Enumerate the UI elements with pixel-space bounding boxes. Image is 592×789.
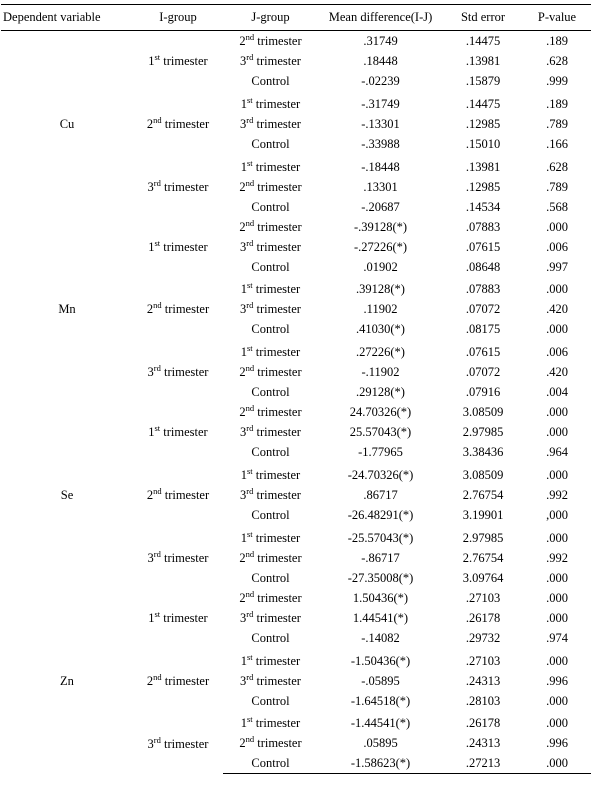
j-group-number: 2	[239, 365, 246, 380]
j-group-cell	[223, 442, 318, 462]
j-group-cell	[223, 588, 318, 608]
i-group-word: trimester	[163, 239, 208, 254]
p-value-cell: .992	[546, 487, 568, 502]
j-group-ordinal: st	[247, 465, 253, 476]
std-error-cell: .27103	[465, 653, 501, 668]
mean-difference-cell: -1.77965	[358, 445, 403, 460]
std-error-cell: .24313	[465, 673, 501, 688]
j-group-number: Control	[251, 507, 290, 522]
std-error-cell: 2.76754	[462, 487, 504, 502]
mean-difference-cell: .11902	[363, 302, 398, 317]
i-group-ordinal: st	[154, 423, 161, 434]
j-group-cell	[223, 94, 318, 114]
i-group-ordinal: nd	[153, 485, 162, 496]
std-error-cell: .29732	[465, 630, 501, 645]
p-value-cell: .000	[546, 570, 568, 585]
j-group-word: trimester	[257, 590, 302, 605]
j-group-ordinal: rd	[246, 51, 254, 62]
j-group-cell	[223, 651, 318, 671]
j-group-number: 2	[239, 219, 246, 234]
i-group-number: 3	[147, 736, 154, 751]
i-group-ordinal: rd	[153, 734, 161, 745]
mean-difference-cell: -.05895	[361, 673, 400, 688]
mean-difference-cell: 25.57043(*)	[349, 425, 412, 440]
j-group-ordinal: nd	[245, 363, 255, 374]
j-group-word: trimester	[257, 34, 302, 48]
j-group-cell	[223, 299, 318, 319]
j-group-ordinal: nd	[245, 588, 255, 599]
p-value-cell: .000	[546, 610, 568, 625]
j-group-number: 2	[239, 736, 246, 751]
std-error-cell: .27103	[465, 590, 501, 605]
header-mean-difference: Mean difference(I-J)	[318, 5, 443, 31]
std-error-cell: 3.08509	[462, 405, 504, 420]
i-group-word: trimester	[164, 365, 209, 380]
i-group-word: trimester	[163, 54, 208, 68]
mean-difference-cell: -24.70326(*)	[347, 467, 414, 482]
table-row	[1, 588, 591, 608]
std-error-cell: .07072	[465, 365, 501, 380]
j-group-cell	[223, 628, 318, 648]
j-group-word: trimester	[255, 467, 301, 482]
std-error-cell: .14475	[465, 96, 501, 111]
mean-difference-cell: .18448	[363, 54, 398, 68]
j-group-word: trimester	[257, 219, 302, 234]
mean-difference-cell: .41030(*)	[356, 322, 405, 337]
i-group-cell	[133, 279, 223, 339]
j-group-ordinal: nd	[245, 217, 255, 228]
j-group-word: trimester	[257, 405, 302, 420]
p-value-cell: .166	[546, 136, 568, 151]
i-group-word: trimester	[164, 302, 210, 317]
p-value-cell: .974	[546, 630, 568, 645]
i-group-word: trimester	[164, 736, 209, 751]
j-group-cell	[223, 548, 318, 568]
j-group-number: 2	[239, 34, 246, 48]
std-error-cell: .07072	[465, 302, 501, 317]
p-value-cell: .000	[546, 282, 568, 297]
j-group-number: 3	[240, 54, 247, 68]
j-group-ordinal: st	[247, 651, 253, 662]
j-group-cell	[223, 134, 318, 154]
j-group-ordinal: st	[247, 714, 253, 725]
table-row	[1, 402, 591, 422]
j-group-number: 2	[239, 179, 246, 194]
j-group-cell	[223, 713, 318, 733]
p-value-cell: .000	[546, 590, 568, 605]
j-group-number: 1	[240, 530, 247, 545]
mean-difference-cell: -1.64518(*)	[350, 693, 411, 708]
i-group-cell	[133, 651, 223, 711]
j-group-cell	[223, 197, 318, 217]
j-group-cell	[223, 257, 318, 277]
table-row	[1, 31, 591, 52]
p-value-cell: .996	[546, 673, 568, 688]
j-group-number: 2	[239, 550, 246, 565]
i-group-ordinal: st	[154, 51, 161, 62]
j-group-number: 1	[240, 653, 247, 668]
j-group-cell	[223, 237, 318, 257]
mean-difference-cell: -.39128(*)	[353, 219, 408, 234]
p-value-cell: .189	[546, 34, 568, 48]
mean-difference-cell: -1.50436(*)	[350, 653, 411, 668]
mean-difference-cell: -.13301	[361, 116, 400, 131]
j-group-number: 1	[240, 716, 247, 731]
j-group-ordinal: st	[247, 343, 253, 354]
std-error-cell: 3.08509	[462, 467, 504, 482]
i-group-word: trimester	[164, 116, 210, 131]
p-value-cell: .000	[546, 405, 568, 420]
std-error-cell: 3.38436	[462, 445, 504, 460]
i-group-number: 2	[146, 302, 154, 317]
i-group-word: trimester	[164, 550, 209, 565]
i-group-cell	[133, 342, 223, 402]
j-group-word: trimester	[257, 179, 302, 194]
j-group-word: trimester	[256, 487, 301, 502]
i-group-word: trimester	[164, 487, 210, 502]
i-group-ordinal: nd	[153, 114, 162, 125]
mean-difference-cell: -.31749	[361, 96, 400, 111]
j-group-number: 1	[240, 467, 247, 482]
i-group-number: 3	[147, 179, 154, 194]
j-group-cell	[223, 485, 318, 505]
j-group-ordinal: nd	[245, 31, 255, 42]
header-dependent-variable: Dependent variable	[1, 5, 133, 31]
mean-difference-cell: -.18448	[361, 159, 400, 174]
j-group-word: trimester	[256, 425, 301, 440]
i-group-ordinal: nd	[153, 300, 162, 311]
table-body	[1, 31, 591, 774]
p-value-cell: .000	[523, 753, 591, 774]
mean-difference-cell: .31749	[363, 34, 398, 48]
p-value-cell: .004	[546, 385, 568, 400]
j-group-cell	[223, 157, 318, 177]
dependent-variable-cell: Se	[60, 487, 74, 502]
std-error-cell: .27213	[443, 753, 523, 774]
mean-difference-cell: 24.70326(*)	[349, 405, 412, 420]
i-group-word: trimester	[163, 425, 208, 440]
mean-difference-cell: -.14082	[361, 630, 400, 645]
std-error-cell: .24313	[465, 736, 501, 751]
std-error-cell: .07883	[465, 282, 501, 297]
j-group-ordinal: rd	[246, 608, 254, 619]
j-group-number: 3	[240, 302, 247, 317]
header-i-group: I-group	[133, 5, 223, 31]
std-error-cell: .08175	[465, 322, 501, 337]
mean-difference-cell: -.11902	[361, 365, 400, 380]
i-group-number: 1	[148, 239, 155, 254]
j-group-cell	[223, 114, 318, 134]
j-group-cell	[223, 568, 318, 588]
mean-difference-cell: 1.44541(*)	[352, 610, 409, 625]
i-group-number: 1	[148, 425, 155, 440]
p-value-cell: .000	[546, 693, 568, 708]
i-group-cell	[133, 94, 223, 154]
i-group-number: 1	[148, 54, 155, 68]
i-group-number: 2	[146, 116, 154, 131]
j-group-cell	[223, 422, 318, 442]
i-group-cell	[133, 588, 223, 648]
j-group-number: Control	[251, 259, 290, 274]
j-group-word: trimester	[255, 282, 301, 297]
std-error-cell: .28103	[465, 693, 501, 708]
std-error-cell: .07883	[465, 219, 501, 234]
j-group-cell	[223, 382, 318, 402]
mean-difference-cell: .29128(*)	[356, 385, 405, 400]
mean-difference-cell: .27226(*)	[356, 345, 405, 360]
j-group-cell	[223, 528, 318, 548]
j-group-word: trimester	[257, 736, 302, 751]
j-group-number: Control	[251, 445, 290, 460]
p-value-cell: ,000	[546, 507, 568, 522]
j-group-number: Control	[251, 630, 290, 645]
i-group-ordinal: st	[154, 608, 161, 619]
j-group-word: trimester	[256, 239, 301, 254]
j-group-cell	[223, 691, 318, 711]
i-group-cell	[133, 465, 223, 525]
j-group-cell	[223, 71, 318, 91]
j-group-ordinal: st	[247, 94, 253, 105]
std-error-cell: .13981	[465, 159, 501, 174]
table-row	[1, 217, 591, 237]
std-error-cell: 2.76754	[462, 550, 504, 565]
i-group-cell	[133, 31, 223, 92]
j-group-number: 1	[240, 96, 247, 111]
i-group-word: trimester	[164, 179, 209, 194]
p-value-cell: .000	[546, 322, 568, 337]
p-value-cell: .000	[546, 425, 568, 440]
j-group-number: Control	[251, 693, 290, 708]
p-value-cell: .568	[546, 199, 568, 214]
j-group-ordinal: nd	[245, 403, 255, 414]
j-group-number: Control	[251, 385, 290, 400]
p-value-cell: .999	[546, 74, 568, 88]
std-error-cell: 2.97985	[462, 530, 504, 545]
j-group-number: 3	[240, 673, 247, 688]
j-group-cell	[223, 362, 318, 382]
mean-difference-cell: .39128(*)	[356, 282, 405, 297]
mean-difference-cell: -1.58623(*)	[318, 753, 443, 774]
mean-difference-cell: -1.44541(*)	[350, 716, 411, 731]
j-group-ordinal: st	[247, 280, 253, 291]
j-group-word: trimester	[255, 530, 301, 545]
dependent-variable-cell: Cu	[59, 116, 75, 131]
j-group-cell	[223, 319, 318, 339]
j-group-word: trimester	[255, 345, 301, 360]
i-group-word: trimester	[163, 610, 208, 625]
std-error-cell: .08648	[465, 259, 501, 274]
std-error-cell: .12985	[465, 179, 501, 194]
j-group-number: 1	[240, 282, 247, 297]
mean-difference-cell: -.27226(*)	[353, 239, 408, 254]
j-group-ordinal: rd	[246, 300, 254, 311]
std-error-cell: .07615	[465, 239, 501, 254]
j-group-cell	[223, 402, 318, 422]
p-value-cell: .789	[546, 116, 568, 131]
j-group-ordinal: rd	[246, 237, 254, 248]
i-group-ordinal: rd	[153, 548, 161, 559]
i-group-ordinal: st	[154, 237, 161, 248]
j-group-cell	[223, 505, 318, 525]
header-row	[1, 5, 591, 31]
j-group-ordinal: st	[247, 528, 253, 539]
p-value-cell: .006	[546, 239, 568, 254]
j-group-cell	[223, 177, 318, 197]
mean-difference-cell: -26.48291(*)	[347, 507, 414, 522]
p-value-cell: .628	[546, 159, 568, 174]
p-value-cell: .789	[546, 179, 568, 194]
std-error-cell: .15879	[465, 74, 501, 88]
j-group-number: Control	[251, 322, 290, 337]
std-error-cell: .12985	[465, 116, 501, 131]
mean-difference-cell: .05895	[363, 736, 398, 751]
mean-difference-cell: .86717	[363, 487, 398, 502]
header-std-error: Std error	[443, 5, 523, 31]
j-group-number: 2	[239, 405, 246, 420]
i-group-cell	[133, 217, 223, 277]
i-group-ordinal: rd	[153, 363, 161, 374]
j-group-cell	[223, 342, 318, 362]
j-group-ordinal: nd	[245, 548, 255, 559]
p-value-cell: .000	[546, 716, 568, 731]
std-error-cell: 3.19901	[462, 507, 504, 522]
j-group-ordinal: rd	[246, 423, 254, 434]
mean-difference-cell: -.33988	[361, 136, 400, 151]
i-group-number: 1	[148, 610, 155, 625]
j-group-cell	[223, 465, 318, 485]
i-group-number: 3	[147, 550, 154, 565]
p-value-cell: .000	[546, 653, 568, 668]
j-group-ordinal: rd	[246, 671, 254, 682]
j-group-cell	[223, 671, 318, 691]
j-group-word: trimester	[257, 365, 302, 380]
j-group-word: trimester	[256, 116, 301, 131]
i-group-word: trimester	[164, 673, 210, 688]
std-error-cell: .14534	[465, 199, 501, 214]
p-value-cell: .420	[546, 365, 568, 380]
j-group-number: 3	[240, 425, 247, 440]
i-group-number: 2	[146, 487, 154, 502]
p-value-cell: .000	[546, 219, 568, 234]
j-group-number: 1	[240, 159, 247, 174]
j-group-number: 3	[240, 610, 247, 625]
std-error-cell: .26178	[465, 716, 501, 731]
multiple-comparisons-table	[1, 4, 591, 774]
p-value-cell: .420	[546, 302, 568, 317]
std-error-cell: .14475	[465, 34, 501, 48]
p-value-cell: .000	[546, 530, 568, 545]
j-group-number: 3	[240, 116, 247, 131]
j-group-cell	[223, 753, 318, 774]
j-group-cell	[223, 279, 318, 299]
j-group-cell	[223, 51, 318, 71]
j-group-ordinal: rd	[246, 114, 254, 125]
p-value-cell: .996	[546, 736, 568, 751]
mean-difference-cell: -.20687	[361, 199, 400, 214]
i-group-cell	[133, 713, 223, 774]
j-group-word: trimester	[255, 653, 301, 668]
j-group-number: Control	[251, 570, 290, 585]
j-group-number: Control	[251, 136, 290, 151]
j-group-cell	[223, 217, 318, 237]
mean-difference-cell: -27.35008(*)	[347, 570, 414, 585]
j-group-word: trimester	[257, 550, 302, 565]
i-group-ordinal: nd	[153, 671, 162, 682]
j-group-ordinal: st	[247, 157, 253, 168]
j-group-word: trimester	[256, 610, 301, 625]
j-group-word: trimester	[256, 673, 301, 688]
j-group-number: Control	[251, 74, 290, 88]
p-value-cell: .628	[546, 54, 568, 68]
i-group-number: 2	[146, 673, 154, 688]
i-group-cell	[133, 402, 223, 462]
i-group-number: 3	[147, 365, 154, 380]
mean-difference-cell: -.02239	[361, 74, 400, 88]
j-group-number: 2	[239, 590, 246, 605]
mean-difference-cell: -25.57043(*)	[347, 530, 414, 545]
j-group-number: Control	[251, 756, 290, 771]
mean-difference-cell: 1.50436(*)	[352, 590, 409, 605]
dependent-variable-cell: Zn	[60, 673, 74, 688]
std-error-cell: .07916	[465, 385, 501, 400]
p-value-cell: .992	[546, 550, 568, 565]
j-group-word: trimester	[256, 302, 301, 317]
p-value-cell: .189	[546, 96, 568, 111]
std-error-cell: 2.97985	[462, 425, 504, 440]
j-group-word: trimester	[256, 54, 301, 68]
dependent-variable-cell: Mn	[58, 302, 76, 317]
header-j-group: J-group	[223, 5, 318, 31]
j-group-cell	[223, 733, 318, 753]
std-error-cell: 3.09764	[462, 570, 504, 585]
j-group-ordinal: rd	[246, 485, 254, 496]
std-error-cell: .15010	[465, 136, 501, 151]
j-group-number: Control	[251, 199, 290, 214]
j-group-number: 3	[240, 239, 247, 254]
i-group-cell	[133, 157, 223, 217]
j-group-cell	[223, 608, 318, 628]
std-error-cell: .26178	[465, 610, 501, 625]
p-value-cell: .006	[546, 345, 568, 360]
j-group-ordinal: nd	[245, 177, 255, 188]
p-value-cell: .997	[546, 259, 568, 274]
j-group-word: trimester	[255, 96, 301, 111]
j-group-word: trimester	[255, 716, 301, 731]
j-group-cell	[223, 31, 318, 52]
j-group-word: trimester	[255, 159, 301, 174]
j-group-number: 1	[240, 345, 247, 360]
i-group-cell	[133, 528, 223, 588]
p-value-cell: .964	[546, 445, 568, 460]
mean-difference-cell: -.86717	[361, 550, 400, 565]
std-error-cell: .13981	[465, 54, 501, 68]
mean-difference-cell: .13301	[363, 179, 398, 194]
header-p-value: P-value	[523, 5, 591, 31]
i-group-ordinal: rd	[153, 177, 161, 188]
j-group-ordinal: nd	[245, 734, 255, 745]
std-error-cell: .07615	[465, 345, 501, 360]
mean-difference-cell: .01902	[363, 259, 398, 274]
j-group-number: 3	[240, 487, 247, 502]
p-value-cell: .000	[546, 467, 568, 482]
